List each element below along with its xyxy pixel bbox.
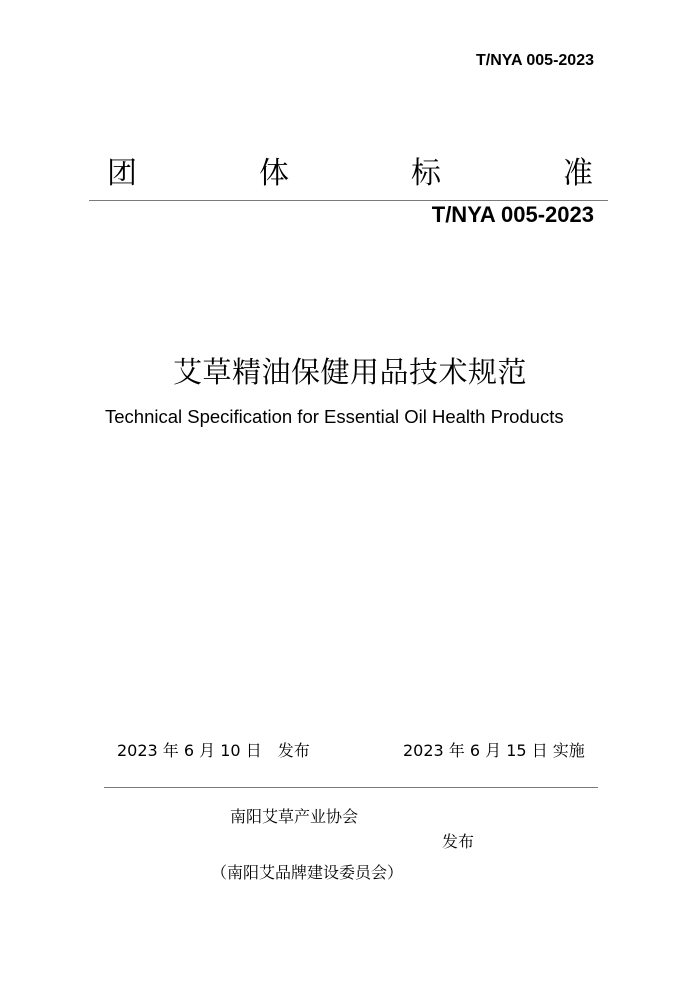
standard-type-char: 准 xyxy=(563,156,593,191)
header-divider xyxy=(89,200,608,201)
footer-divider xyxy=(104,787,598,788)
standard-type-heading xyxy=(107,148,593,192)
header-standard-code: T/NYA 005-2023 xyxy=(476,52,594,69)
publish-label: 发布 xyxy=(442,832,475,851)
document-title-zh: 艾草精油保健用品技术规范 xyxy=(172,355,527,389)
standard-type-char: 团 xyxy=(107,156,137,191)
publisher-sub-organization: （南阳艾品牌建设委员会） xyxy=(211,863,404,882)
document-title-en: Technical Specification for Essential Oil Health Products xyxy=(105,406,564,427)
standard-type-char: 体 xyxy=(259,156,289,191)
standard-code: T/NYA 005-2023 xyxy=(431,202,594,227)
publisher-organization: 南阳艾草产业协会 xyxy=(230,807,359,826)
implementation-date: 2023 年 6 月 15 日 实施 xyxy=(403,741,585,760)
standard-type-char: 标 xyxy=(411,156,441,191)
issue-date: 2023 年 6 月 10 日 发布 xyxy=(117,741,310,760)
